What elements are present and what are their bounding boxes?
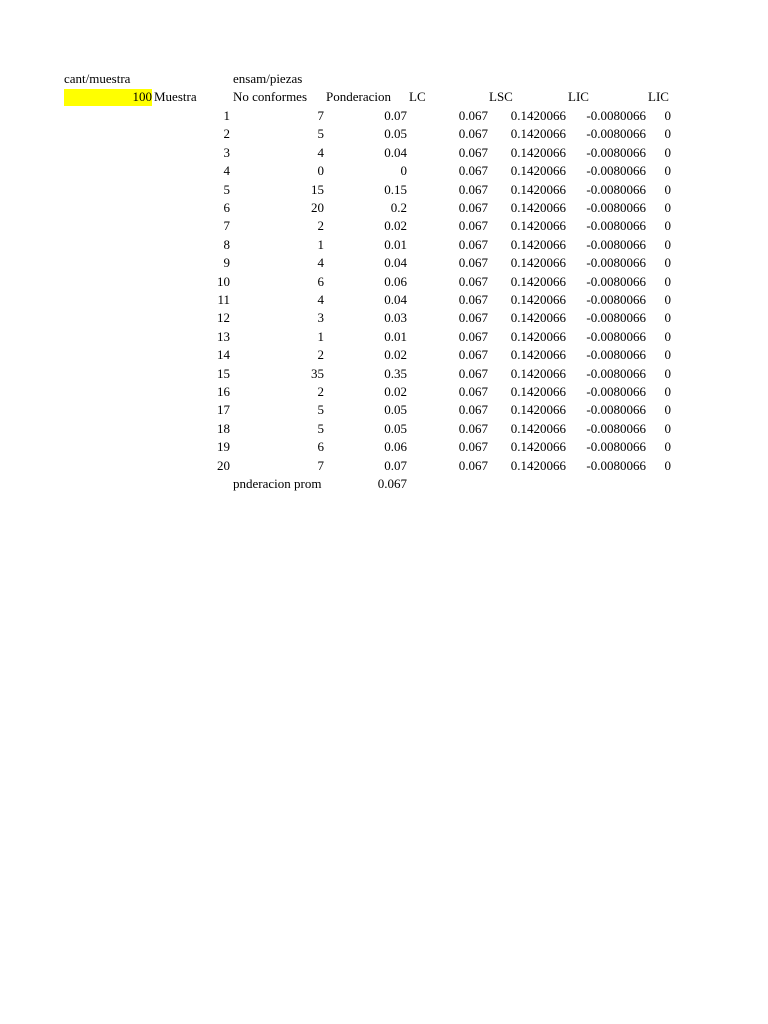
- row-muestra[interactable]: 2: [223, 126, 230, 141]
- row-lic-2[interactable]: 0: [664, 218, 671, 233]
- row-lc[interactable]: 0.067: [458, 310, 488, 325]
- row-muestra[interactable]: 7: [223, 218, 230, 233]
- row-lic-2[interactable]: 0: [664, 237, 671, 252]
- row-lic[interactable]: -0.0080066: [586, 421, 646, 436]
- row-muestra[interactable]: 10: [217, 274, 230, 289]
- row-lsc[interactable]: 0.1420066: [510, 402, 566, 417]
- row-lsc[interactable]: 0.1420066: [510, 310, 566, 325]
- row-lic-2[interactable]: 0: [664, 458, 671, 473]
- row-ponderacion[interactable]: 0.06: [384, 439, 407, 454]
- row-lic-2[interactable]: 0: [664, 421, 671, 436]
- row-lc[interactable]: 0.067: [458, 347, 488, 362]
- row-muestra[interactable]: 11: [217, 292, 230, 307]
- row-lic[interactable]: -0.0080066: [586, 366, 646, 381]
- row-lic-2[interactable]: 0: [664, 108, 671, 123]
- row-lic-2[interactable]: 0: [664, 347, 671, 362]
- row-ponderacion[interactable]: 0.06: [384, 274, 407, 289]
- row-no-conformes[interactable]: 6: [317, 439, 324, 454]
- row-muestra[interactable]: 12: [217, 310, 230, 325]
- row-ponderacion[interactable]: 0.02: [384, 384, 407, 399]
- row-ponderacion[interactable]: 0.35: [384, 366, 407, 381]
- row-no-conformes[interactable]: 0: [317, 163, 324, 178]
- row-lic-2[interactable]: 0: [664, 329, 671, 344]
- row-lic[interactable]: -0.0080066: [586, 292, 646, 307]
- row-lc[interactable]: 0.067: [458, 439, 488, 454]
- row-no-conformes[interactable]: 3: [317, 310, 324, 325]
- row-no-conformes[interactable]: 5: [317, 402, 324, 417]
- header-ponderacion: Ponderacion: [326, 89, 391, 104]
- row-no-conformes[interactable]: 1: [317, 329, 324, 344]
- row-lic[interactable]: -0.0080066: [586, 108, 646, 123]
- ensam-piezas-label: ensam/piezas: [233, 71, 303, 86]
- row-muestra[interactable]: 4: [223, 163, 230, 178]
- row-lc[interactable]: 0.067: [458, 182, 488, 197]
- row-no-conformes[interactable]: 7: [317, 458, 324, 473]
- row-lc[interactable]: 0.067: [458, 292, 488, 307]
- row-lc[interactable]: 0.067: [458, 329, 488, 344]
- row-no-conformes[interactable]: 4: [317, 145, 324, 160]
- row-lc[interactable]: 0.067: [458, 274, 488, 289]
- row-ponderacion[interactable]: 0.02: [384, 347, 407, 362]
- row-lic[interactable]: -0.0080066: [586, 182, 646, 197]
- row-lic[interactable]: -0.0080066: [586, 310, 646, 325]
- row-lic-2[interactable]: 0: [664, 182, 671, 197]
- row-lc[interactable]: 0.067: [458, 126, 488, 141]
- row-lic[interactable]: -0.0080066: [586, 329, 646, 344]
- row-ponderacion[interactable]: 0.05: [384, 126, 407, 141]
- row-muestra[interactable]: 20: [217, 458, 230, 473]
- row-no-conformes[interactable]: 6: [317, 274, 324, 289]
- row-lic[interactable]: -0.0080066: [586, 274, 646, 289]
- row-no-conformes[interactable]: 7: [317, 108, 324, 123]
- row-lsc[interactable]: 0.1420066: [510, 200, 566, 215]
- row-lsc[interactable]: 0.1420066: [510, 126, 566, 141]
- header-lsc: LSC: [489, 89, 513, 104]
- row-ponderacion[interactable]: 0.04: [384, 145, 407, 160]
- row-lic[interactable]: -0.0080066: [586, 237, 646, 252]
- row-ponderacion[interactable]: 0.04: [384, 292, 407, 307]
- row-lic[interactable]: -0.0080066: [586, 384, 646, 399]
- row-lic[interactable]: -0.0080066: [586, 458, 646, 473]
- row-lc[interactable]: 0.067: [458, 366, 488, 381]
- row-lic-2[interactable]: 0: [664, 255, 671, 270]
- row-lic-2[interactable]: 0: [664, 310, 671, 325]
- row-lic-2[interactable]: 0: [664, 439, 671, 454]
- row-lsc[interactable]: 0.1420066: [510, 145, 566, 160]
- row-ponderacion[interactable]: 0.05: [384, 421, 407, 436]
- row-ponderacion[interactable]: 0.07: [384, 108, 407, 123]
- row-no-conformes[interactable]: 35: [311, 366, 324, 381]
- row-ponderacion[interactable]: 0.07: [384, 458, 407, 473]
- row-lsc[interactable]: 0.1420066: [510, 218, 566, 233]
- row-muestra[interactable]: 6: [223, 200, 230, 215]
- row-lic[interactable]: -0.0080066: [586, 439, 646, 454]
- row-muestra[interactable]: 8: [223, 237, 230, 252]
- header-lic: LIC: [568, 89, 589, 104]
- row-lic-2[interactable]: 0: [664, 145, 671, 160]
- row-ponderacion[interactable]: 0.2: [390, 200, 407, 215]
- row-no-conformes[interactable]: 5: [317, 421, 324, 436]
- row-no-conformes[interactable]: 2: [317, 347, 324, 362]
- row-no-conformes[interactable]: 4: [317, 292, 324, 307]
- row-lc[interactable]: 0.067: [458, 255, 488, 270]
- row-lsc[interactable]: 0.1420066: [510, 292, 566, 307]
- row-lsc[interactable]: 0.1420066: [510, 237, 566, 252]
- row-no-conformes[interactable]: 2: [317, 218, 324, 233]
- row-ponderacion[interactable]: 0.01: [384, 329, 407, 344]
- row-muestra[interactable]: 14: [217, 347, 230, 362]
- row-ponderacion[interactable]: 0.02: [384, 218, 407, 233]
- row-lc[interactable]: 0.067: [458, 384, 488, 399]
- row-lic-2[interactable]: 0: [664, 292, 671, 307]
- row-lic[interactable]: -0.0080066: [586, 218, 646, 233]
- row-no-conformes[interactable]: 1: [317, 237, 324, 252]
- row-lic-2[interactable]: 0: [664, 274, 671, 289]
- row-lc[interactable]: 0.067: [458, 402, 488, 417]
- header-no-conformes: No conformes: [233, 89, 308, 104]
- row-muestra[interactable]: 13: [217, 329, 230, 344]
- row-lsc[interactable]: 0.1420066: [510, 366, 566, 381]
- row-lc[interactable]: 0.067: [458, 163, 488, 178]
- row-no-conformes[interactable]: 4: [317, 255, 324, 270]
- row-lsc[interactable]: 0.1420066: [510, 439, 566, 454]
- row-ponderacion[interactable]: 0.05: [384, 402, 407, 417]
- header-lc: LC: [409, 89, 426, 104]
- row-lsc[interactable]: 0.1420066: [510, 108, 566, 123]
- row-lic[interactable]: -0.0080066: [586, 402, 646, 417]
- row-lic[interactable]: -0.0080066: [586, 163, 646, 178]
- row-lic[interactable]: -0.0080066: [586, 126, 646, 141]
- row-lsc[interactable]: 0.1420066: [510, 384, 566, 399]
- row-lsc[interactable]: 0.1420066: [510, 182, 566, 197]
- row-lic-2[interactable]: 0: [664, 384, 671, 399]
- cant-muestra-label: cant/muestra: [64, 71, 131, 86]
- ponderacion-promedio-label: pnderacion prom: [233, 476, 322, 491]
- row-muestra[interactable]: 17: [217, 402, 230, 417]
- row-lic-2[interactable]: 0: [664, 126, 671, 141]
- row-lsc[interactable]: 0.1420066: [510, 163, 566, 178]
- header-muestra: Muestra: [154, 89, 197, 104]
- row-lic-2[interactable]: 0: [664, 163, 671, 178]
- row-muestra[interactable]: 19: [217, 439, 230, 454]
- sample-size-value[interactable]: 100: [132, 89, 152, 104]
- row-ponderacion[interactable]: 0.01: [384, 237, 407, 252]
- header-lic-2: LIC: [648, 89, 669, 104]
- row-lc[interactable]: 0.067: [458, 421, 488, 436]
- row-ponderacion[interactable]: 0.03: [384, 310, 407, 325]
- row-no-conformes[interactable]: 15: [311, 182, 324, 197]
- row-lic[interactable]: -0.0080066: [586, 200, 646, 215]
- row-lc[interactable]: 0.067: [458, 218, 488, 233]
- row-lc[interactable]: 0.067: [458, 458, 488, 473]
- row-muestra[interactable]: 18: [217, 421, 230, 436]
- row-lc[interactable]: 0.067: [458, 108, 488, 123]
- row-no-conformes[interactable]: 5: [317, 126, 324, 141]
- row-muestra[interactable]: 16: [217, 384, 230, 399]
- row-lc[interactable]: 0.067: [458, 200, 488, 215]
- row-lic[interactable]: -0.0080066: [586, 347, 646, 362]
- row-no-conformes[interactable]: 2: [317, 384, 324, 399]
- row-lsc[interactable]: 0.1420066: [510, 421, 566, 436]
- row-muestra[interactable]: 3: [223, 145, 230, 160]
- row-lsc[interactable]: 0.1420066: [510, 329, 566, 344]
- row-lic-2[interactable]: 0: [664, 200, 671, 215]
- row-muestra[interactable]: 1: [223, 108, 230, 123]
- row-ponderacion[interactable]: 0.15: [384, 182, 407, 197]
- row-ponderacion[interactable]: 0.04: [384, 255, 407, 270]
- row-lsc[interactable]: 0.1420066: [510, 347, 566, 362]
- row-lic[interactable]: -0.0080066: [586, 255, 646, 270]
- row-lc[interactable]: 0.067: [458, 237, 488, 252]
- row-muestra[interactable]: 9: [223, 255, 230, 270]
- row-muestra[interactable]: 5: [223, 182, 230, 197]
- row-lic[interactable]: -0.0080066: [586, 145, 646, 160]
- row-lc[interactable]: 0.067: [458, 145, 488, 160]
- row-lic-2[interactable]: 0: [664, 402, 671, 417]
- row-no-conformes[interactable]: 20: [311, 200, 324, 215]
- row-ponderacion[interactable]: 0: [400, 163, 407, 178]
- row-lic-2[interactable]: 0: [664, 366, 671, 381]
- row-lsc[interactable]: 0.1420066: [510, 255, 566, 270]
- row-lsc[interactable]: 0.1420066: [510, 274, 566, 289]
- ponderacion-promedio-value[interactable]: 0.067: [377, 476, 407, 491]
- row-lsc[interactable]: 0.1420066: [510, 458, 566, 473]
- row-muestra[interactable]: 15: [217, 366, 230, 381]
